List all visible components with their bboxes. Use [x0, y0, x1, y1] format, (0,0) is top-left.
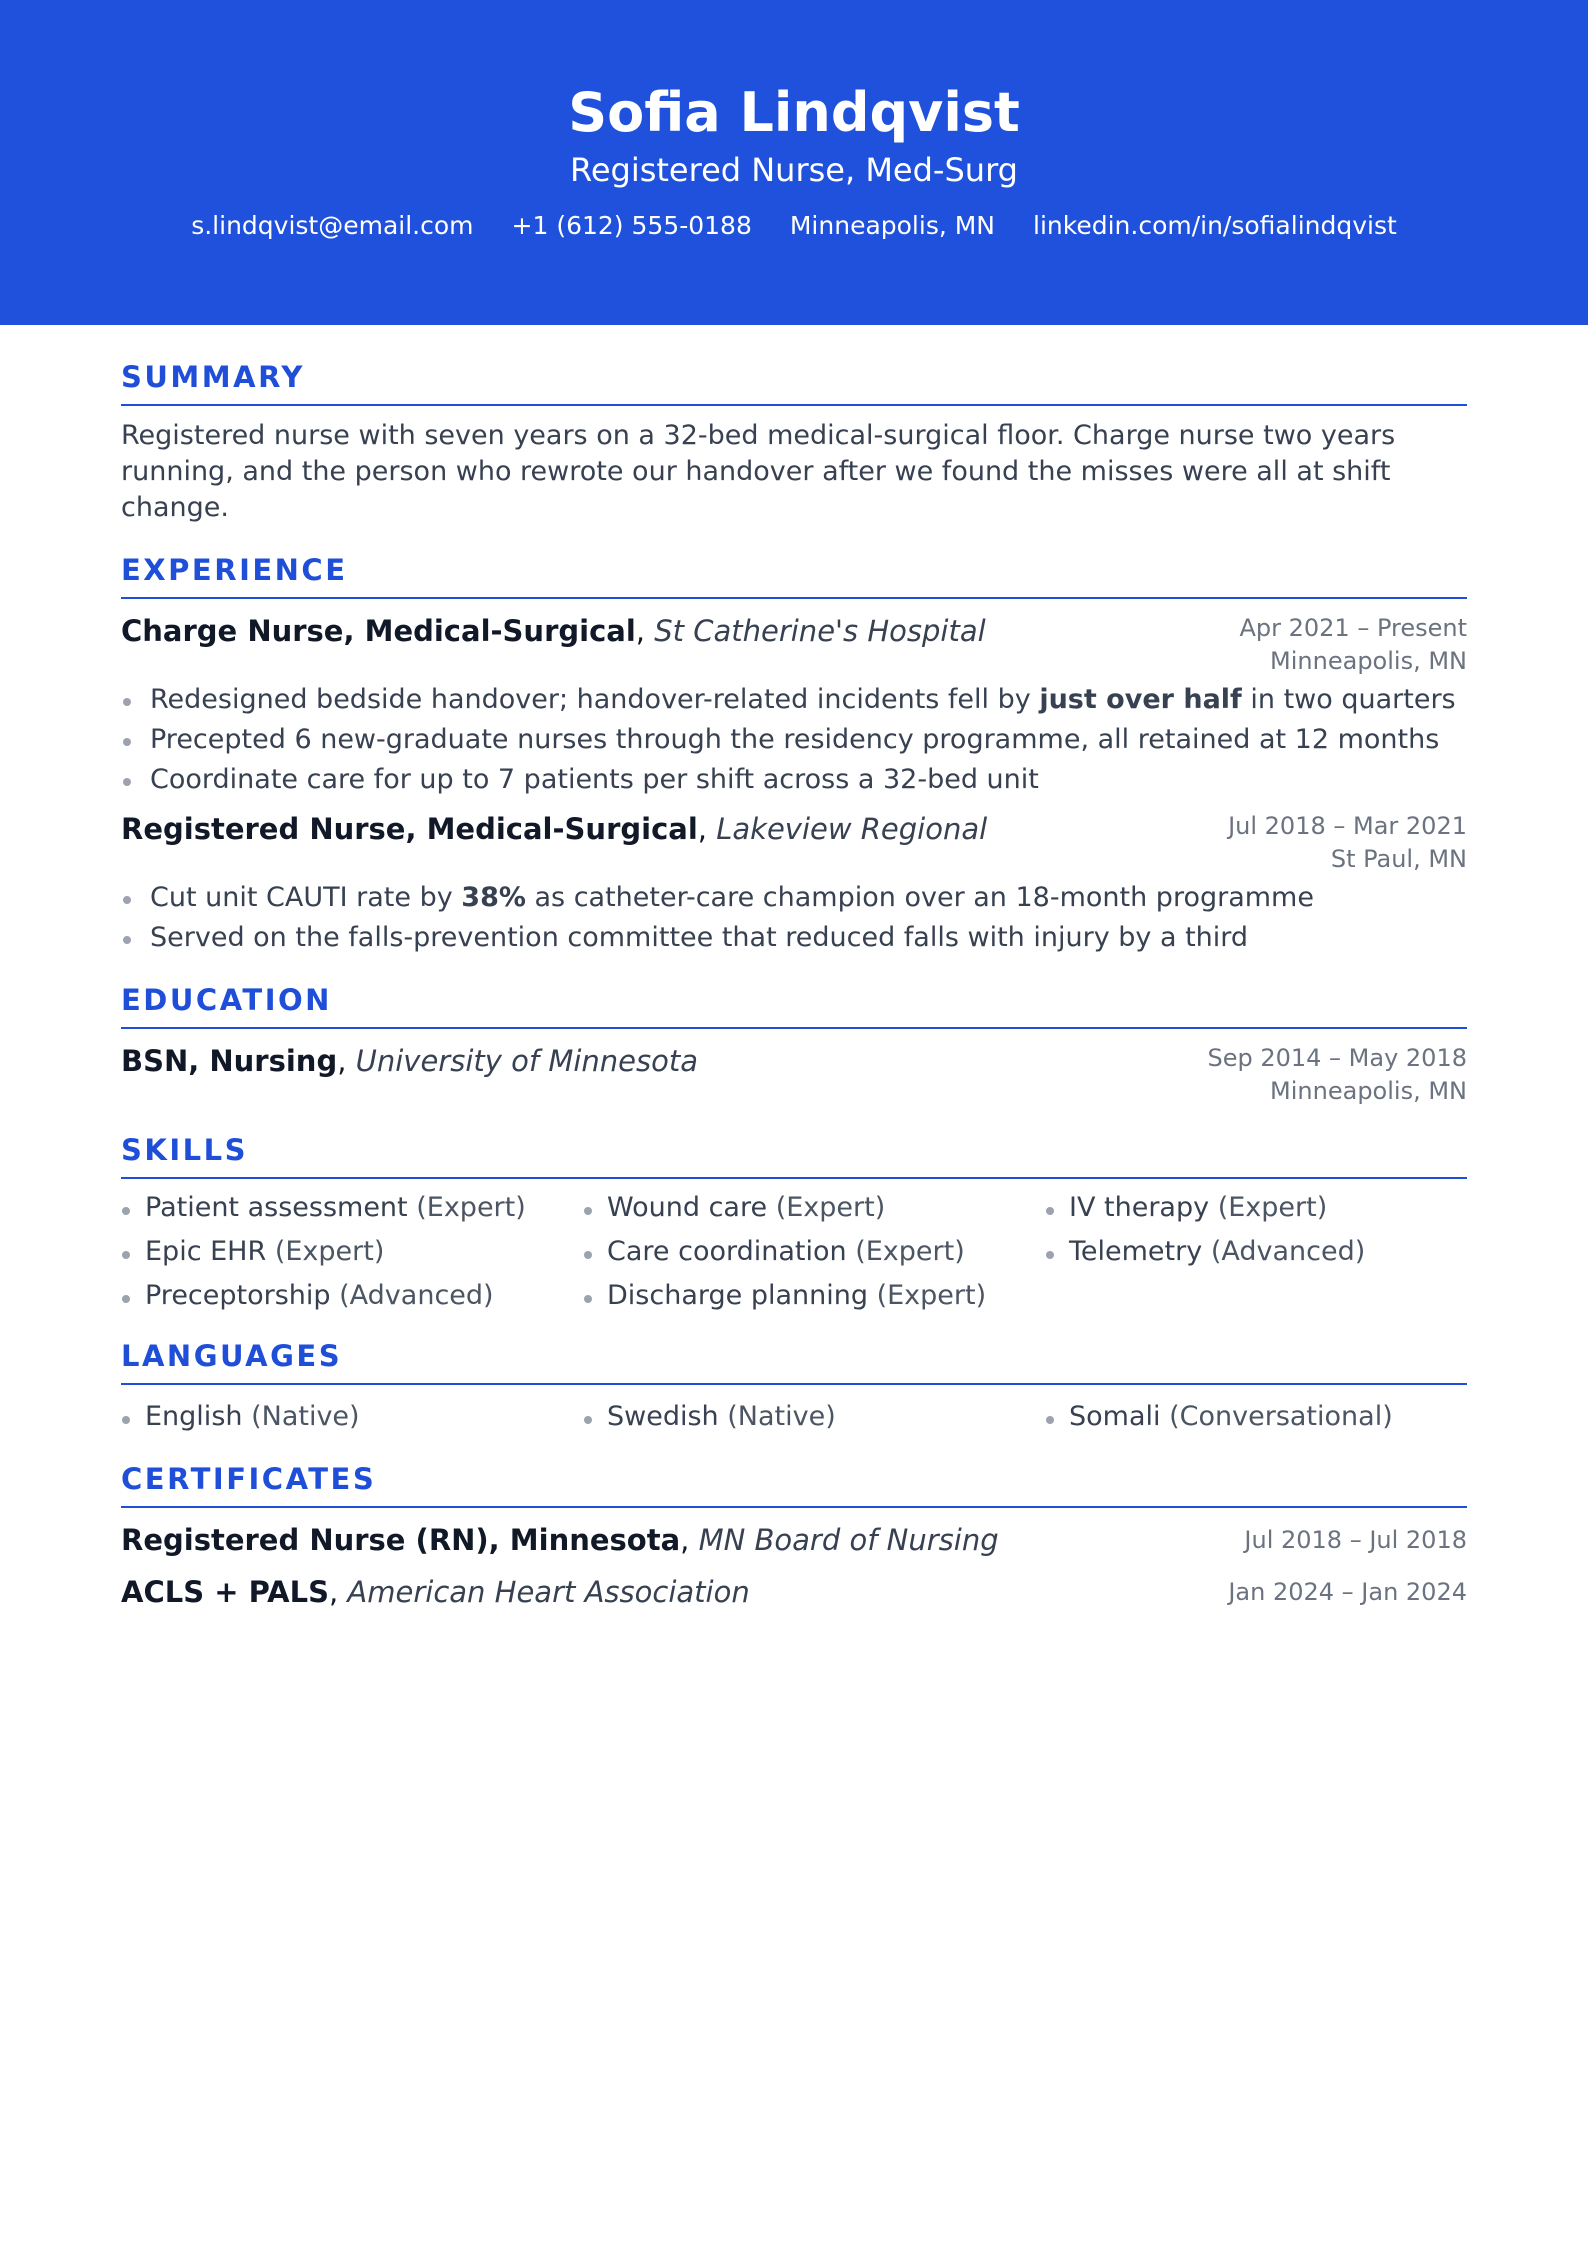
skill-item	[583, 1230, 1045, 1274]
entry-header	[121, 810, 1467, 876]
job-location: St Paul, MN	[1330, 845, 1467, 873]
bullet-text: Precepted 6 new-graduate nurses through the residency programme, all retained at 12 months	[150, 724, 1440, 755]
summary-section	[121, 355, 1467, 526]
languages-section	[121, 1334, 1467, 1439]
skill-item	[583, 1274, 1045, 1318]
language-item	[1045, 1395, 1467, 1439]
skill-level: (Expert)	[416, 1192, 526, 1223]
skill-item	[121, 1186, 583, 1230]
skill-item	[121, 1230, 583, 1274]
language-level: (Conversational)	[1169, 1401, 1393, 1432]
experience-entry	[121, 810, 1467, 958]
bullet-text: Redesigned bedside handover; handover-related incidents fell by	[150, 684, 1040, 715]
entry-meta	[1228, 810, 1467, 876]
skill-name: Wound care	[607, 1192, 768, 1223]
skill-level: (Expert)	[855, 1236, 965, 1267]
certificate-issuer: American Heart Association	[347, 1575, 750, 1609]
certificates-heading: CERTIFICATES	[121, 1462, 377, 1496]
degree: BSN, Nursing	[121, 1044, 338, 1078]
separator: ,	[337, 1044, 356, 1078]
entry-title	[121, 810, 987, 848]
job-bullets	[121, 680, 1467, 800]
education-dates: Sep 2014 – May 2018	[1207, 1044, 1467, 1072]
job-employer: Lakeview Regional	[716, 812, 988, 846]
entry-title	[121, 612, 986, 650]
job-bullets	[121, 878, 1467, 958]
separator: ,	[680, 1523, 699, 1557]
education-entry	[121, 1042, 1467, 1108]
contact-email[interactable]: s.lindqvist@email.com	[191, 211, 474, 240]
section-divider	[121, 1177, 1467, 1179]
resume-header	[0, 0, 1588, 325]
language-name: Somali	[1069, 1401, 1161, 1432]
language-item	[583, 1395, 1045, 1439]
language-name: English	[145, 1401, 243, 1432]
languages-grid	[121, 1395, 1467, 1439]
list-item	[121, 680, 1467, 720]
education-heading: EDUCATION	[121, 983, 332, 1017]
skill-level: (Expert)	[1217, 1192, 1328, 1223]
list-item	[121, 878, 1467, 918]
entry-title	[121, 1573, 750, 1611]
entry-header	[121, 612, 1467, 678]
school: University of Minnesota	[355, 1044, 698, 1078]
job-role: Charge Nurse, Medical-Surgical	[121, 614, 636, 648]
languages-heading: LANGUAGES	[121, 1339, 343, 1373]
language-item	[121, 1395, 583, 1439]
experience-heading: EXPERIENCE	[121, 553, 348, 587]
certificate-dates: Jan 2024 – Jan 2024	[1228, 1577, 1467, 1606]
section-divider	[121, 404, 1467, 406]
skills-heading: SKILLS	[121, 1133, 248, 1167]
bullet-highlight: just over half	[1039, 684, 1242, 715]
list-item	[121, 760, 1467, 800]
resume-body	[121, 355, 1467, 1611]
bullet-text: Served on the falls-prevention committee that reduced falls with injury by a third	[150, 922, 1249, 953]
certificate-issuer: MN Board of Nursing	[698, 1523, 999, 1557]
certificates-section	[121, 1457, 1467, 1611]
summary-text: Registered nurse with seven years on a 32-bed medical-surgical floor. Charge nurse two years running, and the person who rewrote our handover after we found the misses were all at shift change.	[121, 420, 1396, 523]
bullet-highlight: 38%	[461, 882, 526, 913]
entry-meta	[1239, 612, 1467, 678]
skill-item	[121, 1274, 583, 1318]
separator: ,	[697, 812, 717, 846]
language-level: (Native)	[251, 1401, 360, 1432]
job-dates: Jul 2018 – Mar 2021	[1228, 812, 1467, 840]
entry-meta	[1207, 1042, 1467, 1108]
list-item	[121, 720, 1467, 760]
section-divider	[121, 1027, 1467, 1029]
experience-entry	[121, 612, 1467, 800]
job-location: Minneapolis, MN	[1270, 647, 1467, 675]
language-level: (Native)	[727, 1401, 836, 1432]
contact-list	[0, 210, 1588, 242]
bullet-text: as catheter-care champion over an 18-month programme	[525, 882, 1314, 913]
certificate-entry	[121, 1521, 1467, 1559]
certificate-dates: Jul 2018 – Jul 2018	[1244, 1525, 1467, 1554]
skill-name: Patient assessment	[145, 1192, 408, 1223]
education-section	[121, 978, 1467, 1108]
skill-item	[583, 1186, 1045, 1230]
bullet-text: Coordinate care for up to 7 patients per shift across a 32-bed unit	[150, 764, 1039, 795]
contact-location: Minneapolis, MN	[789, 211, 996, 240]
summary-heading: SUMMARY	[121, 360, 305, 394]
bullet-text: in two quarters	[1241, 684, 1456, 715]
skill-name: Discharge planning	[607, 1280, 868, 1311]
skill-item	[1045, 1230, 1467, 1274]
skill-item	[1045, 1186, 1467, 1230]
certificate-name: ACLS + PALS	[121, 1575, 329, 1609]
skills-grid	[121, 1186, 1467, 1318]
list-item	[121, 918, 1467, 958]
entry-title	[121, 1042, 698, 1080]
section-divider	[121, 597, 1467, 599]
separator: ,	[635, 614, 655, 648]
skill-name: IV therapy	[1069, 1192, 1210, 1223]
candidate-headline: Registered Nurse, Med-Surg	[570, 151, 1018, 189]
section-divider	[121, 1383, 1467, 1385]
skill-level: (Expert)	[274, 1236, 385, 1267]
bullet-text: Cut unit CAUTI rate by	[150, 882, 462, 913]
education-location: Minneapolis, MN	[1270, 1077, 1467, 1105]
section-divider	[121, 1506, 1467, 1508]
skill-level: (Expert)	[775, 1192, 886, 1223]
job-dates: Apr 2021 – Present	[1239, 614, 1467, 642]
skill-level: (Advanced)	[339, 1280, 494, 1311]
separator: ,	[328, 1575, 348, 1609]
skill-level: (Advanced)	[1210, 1236, 1366, 1267]
skill-name: Care coordination	[607, 1236, 847, 1267]
skill-name: Preceptorship	[145, 1280, 331, 1311]
skill-name: Telemetry	[1069, 1236, 1203, 1267]
job-role: Registered Nurse, Medical-Surgical	[121, 812, 698, 846]
certificate-name: Registered Nurse (RN), Minnesota	[121, 1523, 681, 1557]
entry-title	[121, 1521, 999, 1559]
candidate-name: Sofia Lindqvist	[568, 81, 1020, 144]
certificate-entry	[121, 1573, 1467, 1611]
skills-section	[121, 1128, 1467, 1318]
contact-linkedin[interactable]: linkedin.com/in/sofialindqvist	[1033, 211, 1397, 240]
skill-level: (Expert)	[876, 1280, 987, 1311]
experience-section	[121, 548, 1467, 958]
language-name: Swedish	[607, 1401, 719, 1432]
skill-name: Epic EHR	[145, 1236, 267, 1267]
contact-phone[interactable]: +1 (612) 555-0188	[511, 211, 752, 240]
job-employer: St Catherine's Hospital	[654, 614, 986, 648]
